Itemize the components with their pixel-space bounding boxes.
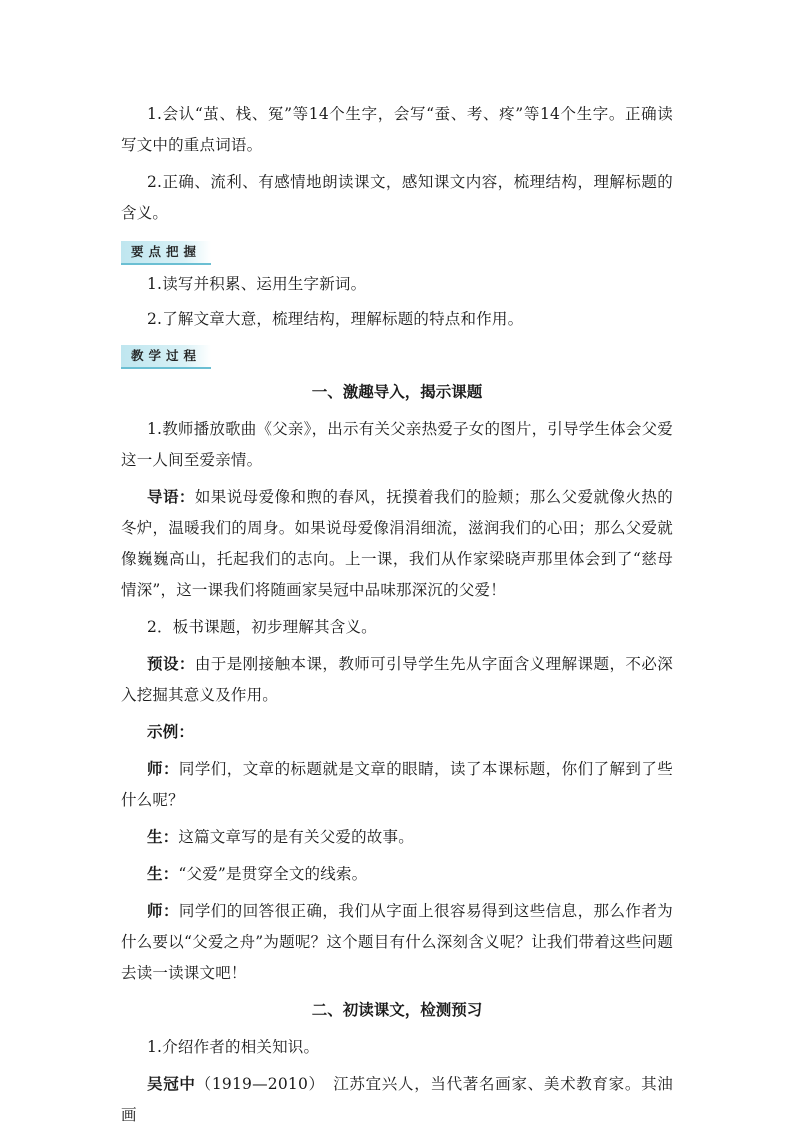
preset-paragraph xyxy=(121,649,673,711)
student-label: 生： xyxy=(147,865,179,883)
author-text: 江苏宜兴人，当代著名画家、美术教育家。其油画 xyxy=(121,1075,673,1124)
key-point-2: 2.了解文章大意，梳理结构，理解标题的特点和作用。 xyxy=(147,310,524,328)
preset-text: 由于是刚接触本课，教师可引导学生先从字面含义理解课题，不必深入挖掘其意义及作用。 xyxy=(121,655,673,704)
author-name: 吴冠中 xyxy=(147,1075,196,1093)
author-paragraph xyxy=(121,1069,673,1131)
teacher-label: 师： xyxy=(147,760,179,778)
teacher-line-2 xyxy=(121,896,673,989)
student-text: “父爱”是贯穿全文的线索。 xyxy=(178,865,368,883)
example-label: 示例： xyxy=(147,723,195,741)
key-point-1: 1.读写并积累、运用生字新词。 xyxy=(147,275,367,293)
author-years: （1919—2010） xyxy=(195,1075,317,1093)
intro-paragraph xyxy=(121,482,673,606)
teacher-text: 同学们的回答很正确，我们从字面上很容易得到这些信息，那么作者为什么要以“父爱之舟”为题呢？这个题目有什么深刻含义呢？让我们带着这些问题去读一读课文吧！ xyxy=(121,902,674,982)
objective-2: 2.正确、流利、有感情地朗读课文，感知课文内容，梳理结构，理解标题的含义。 xyxy=(121,173,673,222)
key-points-tag-row xyxy=(121,235,673,269)
section-2-heading: 二、初读课文，检测预习 xyxy=(311,1001,483,1019)
section-1-step-2: 2．板书课题，初步理解其含义。 xyxy=(147,618,377,636)
student-line-1 xyxy=(121,822,673,853)
teacher-line-1 xyxy=(121,754,673,816)
preset-label: 预设： xyxy=(147,655,195,673)
intro-label: 导语： xyxy=(147,488,195,506)
student-label: 生： xyxy=(147,828,179,846)
section-1-step-1: 1.教师播放歌曲《父亲》，出示有关父亲热爱子女的图片，引导学生体会父爱这一人间至爱亲情。 xyxy=(121,420,673,469)
intro-text: 如果说母爱像和煦的春风，抚摸着我们的脸颊；那么父爱就像火热的冬炉，温暖我们的周身。如果说母爱像涓涓细流，滋润我们的心田；那么父爱就像巍巍高山，托起我们的志向。上一课，我们从作家梁晓声那里体会到了“慈母情深”，这一课我们将随画家吴冠中品味那深沉的父爱！ xyxy=(121,488,673,599)
document-body xyxy=(121,99,673,1137)
section-1-heading: 一、激趣导入，揭示课题 xyxy=(311,383,483,401)
process-tag-row xyxy=(121,339,673,373)
teacher-label: 师： xyxy=(147,902,179,920)
example-paragraph xyxy=(121,717,673,748)
student-line-2 xyxy=(121,859,673,890)
key-points-tag: 要点把握 xyxy=(121,241,211,265)
teacher-text: 同学们，文章的标题就是文章的眼睛，读了本课标题，你们了解到了些什么呢？ xyxy=(121,760,674,809)
process-tag: 教学过程 xyxy=(121,345,211,369)
section-2-step-1: 1.介绍作者的相关知识。 xyxy=(147,1038,320,1056)
student-text: 这篇文章写的是有关父爱的故事。 xyxy=(178,828,414,846)
objective-1: 1.会认“茧、栈、冤”等14个生字，会写“蚕、考、疼”等14个生字。正确读写文中的重点词语。 xyxy=(121,105,673,154)
